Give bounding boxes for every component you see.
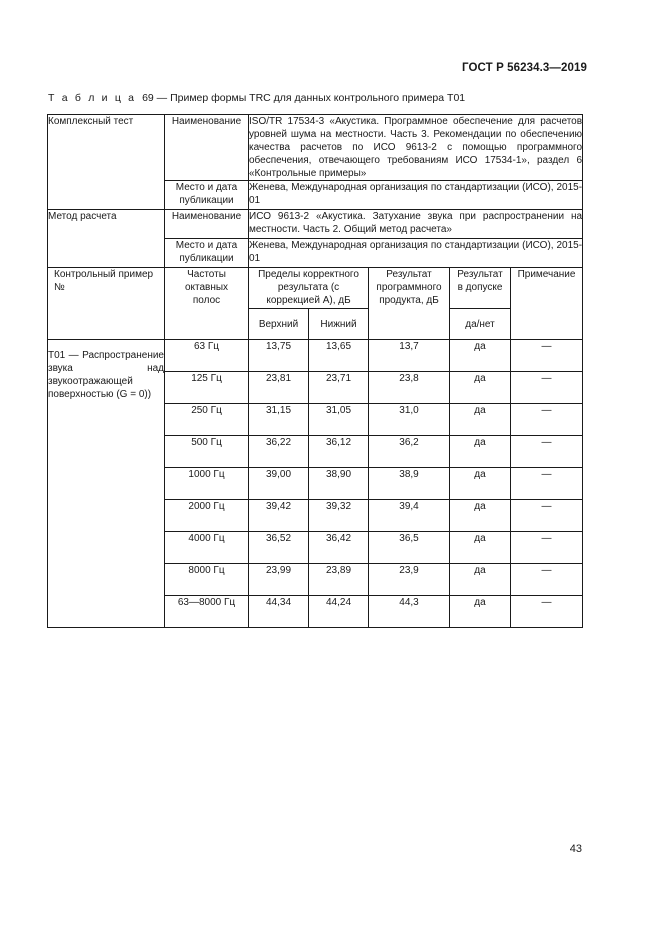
- cell-frequency: 125 Гц: [165, 372, 249, 404]
- cell-lower-limit: 31,05: [309, 404, 369, 436]
- cell-frequency: 250 Гц: [165, 404, 249, 436]
- cell-frequency: 63—8000 Гц: [165, 596, 249, 628]
- cell-frequency: 63 Гц: [165, 340, 249, 372]
- col-header-example: Контрольный пример №: [48, 268, 165, 340]
- caption-prefix: Т а б л и ц а: [48, 92, 137, 104]
- cell-lower-limit: 23,71: [309, 372, 369, 404]
- cell-result: 36,5: [369, 532, 450, 564]
- col-header-result: Результат программного продукта, дБ: [369, 268, 450, 340]
- cell-upper-limit: 23,99: [249, 564, 309, 596]
- cell-upper-limit: 13,75: [249, 340, 309, 372]
- cell-lower-limit: 23,89: [309, 564, 369, 596]
- complex-test-name-value: ISO/TR 17534-3 «Акустика. Программное обеспечение для расчетов уровней шума на местности. Часть 3. Рекомендации по обеспечению качества расчетов по ИСО 9613-2 с помощью программного обеспечения, отвечающего требованиям ИСО 17534-1», раздел 6 «Контрольные примеры»: [249, 116, 583, 179]
- cell-result: 39,4: [369, 500, 450, 532]
- cell-upper-limit: 23,81: [249, 372, 309, 404]
- cell-note: —: [511, 468, 583, 500]
- cell-upper-limit: 39,00: [249, 468, 309, 500]
- col-header-note: Примечание: [511, 268, 583, 340]
- cell-frequency: 500 Гц: [165, 436, 249, 468]
- cell-frequency: 4000 Гц: [165, 532, 249, 564]
- col-header-tolerance: Результат в допуске: [450, 268, 511, 309]
- col-header-upper: Верхний: [249, 309, 309, 340]
- trc-table: [47, 114, 583, 628]
- method-place-value: Женева, Международная организация по стандартизации (ИСО), 2015-01: [249, 239, 583, 268]
- table-header-row: [48, 268, 583, 309]
- cell-frequency: 8000 Гц: [165, 564, 249, 596]
- complex-test-place-value: Женева, Международная организация по стандартизации (ИСО), 2015-01: [249, 181, 583, 210]
- method-label: Метод расчета: [48, 210, 165, 268]
- table-row: [48, 340, 583, 372]
- complex-test-place-label: Место и дата публикации: [165, 181, 249, 210]
- cell-tolerance: да: [450, 500, 511, 532]
- method-name-label: Наименование: [165, 210, 249, 239]
- cell-note: —: [511, 596, 583, 628]
- cell-lower-limit: 36,42: [309, 532, 369, 564]
- cell-lower-limit: 13,65: [309, 340, 369, 372]
- caption-text: — Пример формы TRC для данных контрольного примера Т01: [153, 92, 466, 104]
- cell-upper-limit: 44,34: [249, 596, 309, 628]
- cell-tolerance: да: [450, 532, 511, 564]
- cell-tolerance: да: [450, 372, 511, 404]
- cell-note: —: [511, 436, 583, 468]
- table-row: [48, 115, 583, 181]
- cell-upper-limit: 31,15: [249, 404, 309, 436]
- method-place-label: Место и дата публикации: [165, 239, 249, 268]
- complex-test-label: Комплексный тест: [48, 115, 165, 210]
- cell-note: —: [511, 404, 583, 436]
- complex-test-name-label: Наименование: [165, 115, 249, 181]
- caption-number: 69: [142, 92, 154, 104]
- cell-result: 23,8: [369, 372, 450, 404]
- cell-tolerance: да: [450, 468, 511, 500]
- cell-upper-limit: 36,52: [249, 532, 309, 564]
- col-header-freq: Частоты октавных полос: [165, 268, 249, 340]
- cell-result: 44,3: [369, 596, 450, 628]
- cell-note: —: [511, 340, 583, 372]
- cell-result: 38,9: [369, 468, 450, 500]
- cell-frequency: 1000 Гц: [165, 468, 249, 500]
- cell-result: 31,0: [369, 404, 450, 436]
- cell-note: —: [511, 500, 583, 532]
- col-header-lower: Нижний: [309, 309, 369, 340]
- cell-tolerance: да: [450, 564, 511, 596]
- col-header-limits: Пределы корректного результата (с коррекцией А), дБ: [249, 268, 369, 309]
- cell-result: 23,9: [369, 564, 450, 596]
- table-caption: [48, 92, 465, 104]
- cell-upper-limit: 39,42: [249, 500, 309, 532]
- cell-frequency: 2000 Гц: [165, 500, 249, 532]
- example-label: Т01 — Распространение звука над звукоотражающей поверхностью (G = 0)): [48, 340, 165, 628]
- table-row: [48, 210, 583, 239]
- standard-code: ГОСТ Р 56234.3—2019: [462, 62, 587, 74]
- cell-tolerance: да: [450, 340, 511, 372]
- cell-tolerance: да: [450, 436, 511, 468]
- page-number: 43: [569, 843, 582, 855]
- cell-lower-limit: 44,24: [309, 596, 369, 628]
- cell-result: 36,2: [369, 436, 450, 468]
- cell-result: 13,7: [369, 340, 450, 372]
- cell-upper-limit: 36,22: [249, 436, 309, 468]
- col-header-tolerance-sub: да/нет: [450, 309, 511, 340]
- cell-note: —: [511, 372, 583, 404]
- cell-note: —: [511, 532, 583, 564]
- cell-lower-limit: 39,32: [309, 500, 369, 532]
- cell-tolerance: да: [450, 404, 511, 436]
- cell-tolerance: да: [450, 596, 511, 628]
- method-name-value: ИСО 9613-2 «Акустика. Затухание звука при распространении на местности. Часть 2. Общий метод расчета»: [249, 210, 583, 239]
- cell-note: —: [511, 564, 583, 596]
- cell-lower-limit: 38,90: [309, 468, 369, 500]
- cell-lower-limit: 36,12: [309, 436, 369, 468]
